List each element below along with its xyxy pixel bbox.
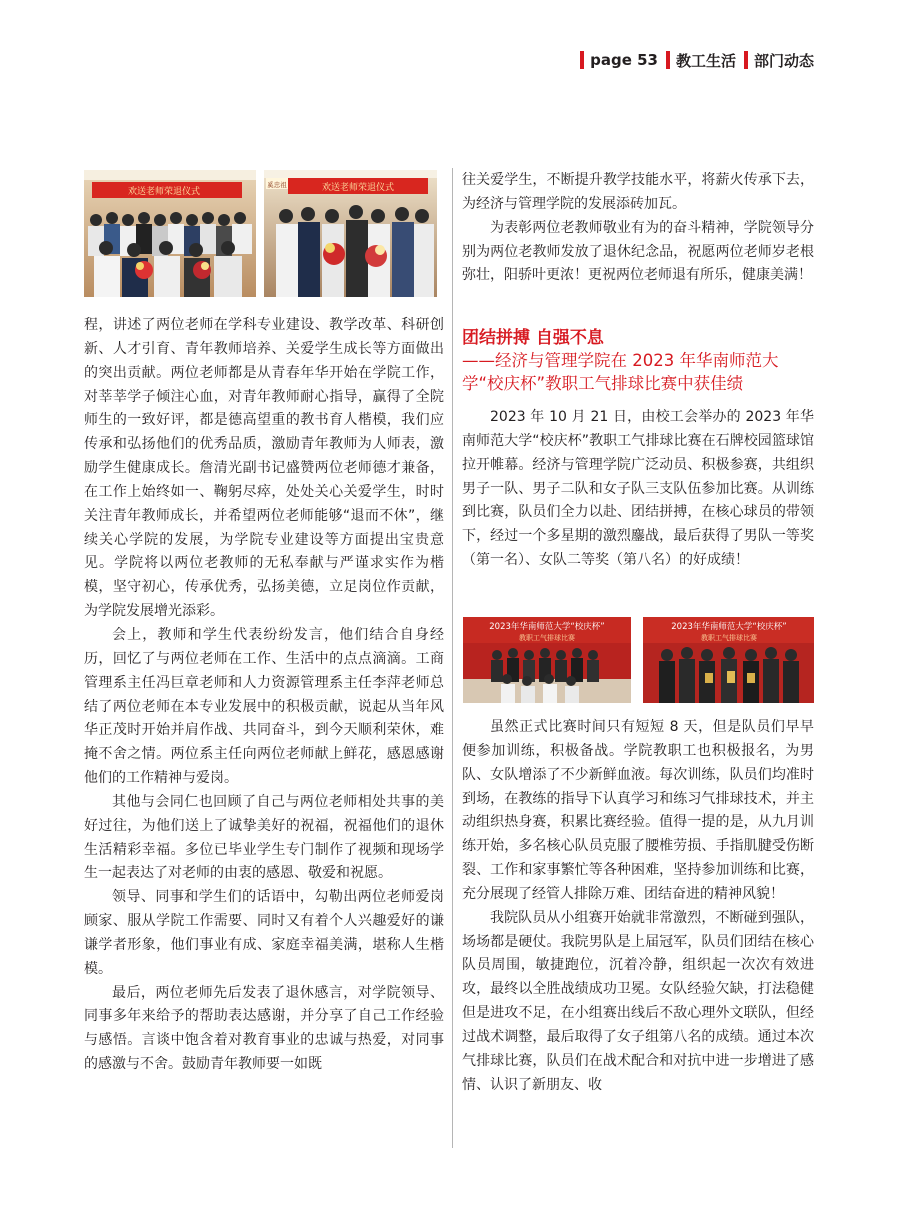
photo-banner-text: 教职工气排球比赛: [519, 634, 575, 642]
paragraph: 我院队员从小组赛开始就非常激烈，不断碰到强队，场场都是硬仗。我院男队是上届冠军，队员们团结在核心队员周围，敏捷跑位，沉着冷静，组织起一次次有效进攻，最终以全胜战绩成功卫冕。女队经验欠缺，打法稳健但是进攻不足，在小组赛出线后不敌心理外文联队，但经过战术调整，最后取得了女子组第八名的成绩。通过本次气排球比赛，队员们在战术配合和对抗中进一步增进了感情、认识了新朋友、收: [462, 909, 814, 1093]
paragraph: 其他与会同仁也回顾了自己与两位老师相处共事的美好过往，为他们送上了诚挚美好的祝福，祝福他们的退休生活精彩幸福。多位已毕业学生专门制作了视频和现场学生一起表达了对老师的由衷的感恩、敬爱和祝愿。: [84, 793, 444, 882]
volleyball-team-photo: [463, 617, 631, 703]
page-header: [580, 48, 814, 72]
article-intro: [462, 406, 814, 573]
photo-caption-text: 奚忠祖: [267, 181, 287, 189]
photo-banner-text: 欢送老师荣退仪式: [127, 187, 201, 197]
photo-banner-text: 2023年华南师范大学“校庆杯”: [671, 622, 787, 632]
article-subtitle: ——经济与管理学院在 2023 年华南师范大: [462, 351, 779, 370]
photo-banner-text: 2023年华南师范大学“校庆杯”: [489, 622, 605, 632]
left-column: [84, 314, 444, 1077]
header-bar: [666, 51, 670, 69]
department-label: 部门动态: [753, 51, 814, 70]
photo-banner-text: 欢送老师荣退仪式: [321, 183, 395, 193]
paragraph: 领导、同事和学生们的话语中，勾勒出两位老师爱岗顾家、服从学院工作需要、同时又有着个人兴趣爱好的谦谦学者形象，他们事业有成、家庭幸福美满，堪称人生楷模。: [84, 889, 444, 977]
article-title-block: [462, 327, 822, 395]
photo-banner-text: 教职工气排球比赛: [701, 634, 757, 642]
page-number: page 53: [590, 51, 658, 69]
header-bar: [744, 51, 748, 69]
paragraph: 2023 年 10 月 21 日，由校工会举办的 2023 年华南师范大学“校庆杯”教职工气排球比赛在石牌校园篮球馆拉开帷幕。经济与管理学院广泛动员、积极参赛，共组织男子一队、男子二队和女子队三支队伍参加比赛。从训练到比赛，队员们全力以赴、团结拼搏，在核心球员的带领下，经过一个多星期的激烈鏖战，最后获得了男队一等奖（第一名）、女队二等奖（第八名）的好成绩！: [462, 409, 814, 569]
retirement-group-photo: [84, 170, 256, 297]
paragraph: 虽然正式比赛时间只有短短 8 天，但是队员们早早便参加训练，积极备战。学院教职工也积极报名，为男队、女队增添了不少新鲜血液。每次训练，队员们均准时到场，在教练的指导下认真学习和练习气排球技术，并主动组织热身赛，积累比赛经验。值得一提的是，从九月训练开始，多名核心队员克服了腰椎劳损、手指肌腱受伤断裂、工作和家事繁忙等各种困难，坚持参加训练和比赛，充分展现了经管人排除万难、团结奋进的精神风貌！: [462, 719, 814, 902]
header-bar: [580, 51, 584, 69]
paragraph: 会上，教师和学生代表纷纷发言，他们结合自身经历，回忆了与两位老师在工作、生活中的点点滴滴。工商管理系主任冯巨章老师和人力资源管理系主任李萍老师总结了两位老师在本专业发展中的积极贡献，说起从当年风华正茂时开始并肩作战、共同奋斗，到今天顺利荣休，难掩不舍之情。两位系主任向两位老师献上鲜花，感恩感谢他们的工作精神与爱岗。: [84, 626, 444, 787]
article-body: [462, 716, 814, 1098]
volleyball-award-photo: [643, 617, 814, 703]
paragraph: 程，讲述了两位老师在学科专业建设、教学改革、科研创新、人才引育、青年教师培养、关爱学生成长等方面做出的突出贡献。两位老师都是从青春年华开始在学院工作，对莘莘学子倾注心血，对青年教师耐心指导，赢得了全院师生的一致好评，都是德高望重的教书育人楷模，我们应传承和弘扬他们的优秀品质，激励青年教师为人师表，激励学生健康成长。詹清光副书记盛赞两位老师德才兼备，在工作上始终如一、鞠躬尽瘁，处处关心关爱学生，时时关注青年教师成长，并希望两位老师能够“退而不休”，继续关心学院的发展，为学院专业建设等方面提出宝贵意见。学院将以两位老教师的无私奉献与严谨求实作为楷模，坚守初心，传承优秀，弘扬美德，立足岗位作贡献，为学院发展增光添彩。: [84, 317, 444, 620]
paragraph: 为表彰两位老教师敬业有为的奋斗精神，学院领导分别为两位老教师发放了退休纪念品，祝愿两位老师岁老根弥壮，阳骄叶更浓！更祝两位老师退有所乐，健康美满！: [462, 219, 814, 284]
column-divider: [452, 168, 453, 1148]
paragraph: 最后，两位老师先后发表了退休感言，对学院领导、同事多年来给予的帮助表达感谢，并分享了自己工作经验与感悟。言谈中饱含着对教育事业的忠诚与热爱，对同事的感激与不舍。鼓励青年教师要一如既: [84, 984, 444, 1073]
article-title: 团结拼搏 自强不息: [462, 328, 604, 348]
right-column-top: [462, 169, 814, 288]
retirement-flowers-photo: [264, 170, 437, 297]
section-label: 教工生活: [675, 51, 736, 70]
paragraph: 往关爱学生，不断提升教学技能水平，将薪火传承下去，为经济与管理学院的发展添砖加瓦。: [462, 172, 814, 212]
article-subtitle: 学“校庆杯”教职工气排球比赛中获佳绩: [462, 374, 744, 393]
